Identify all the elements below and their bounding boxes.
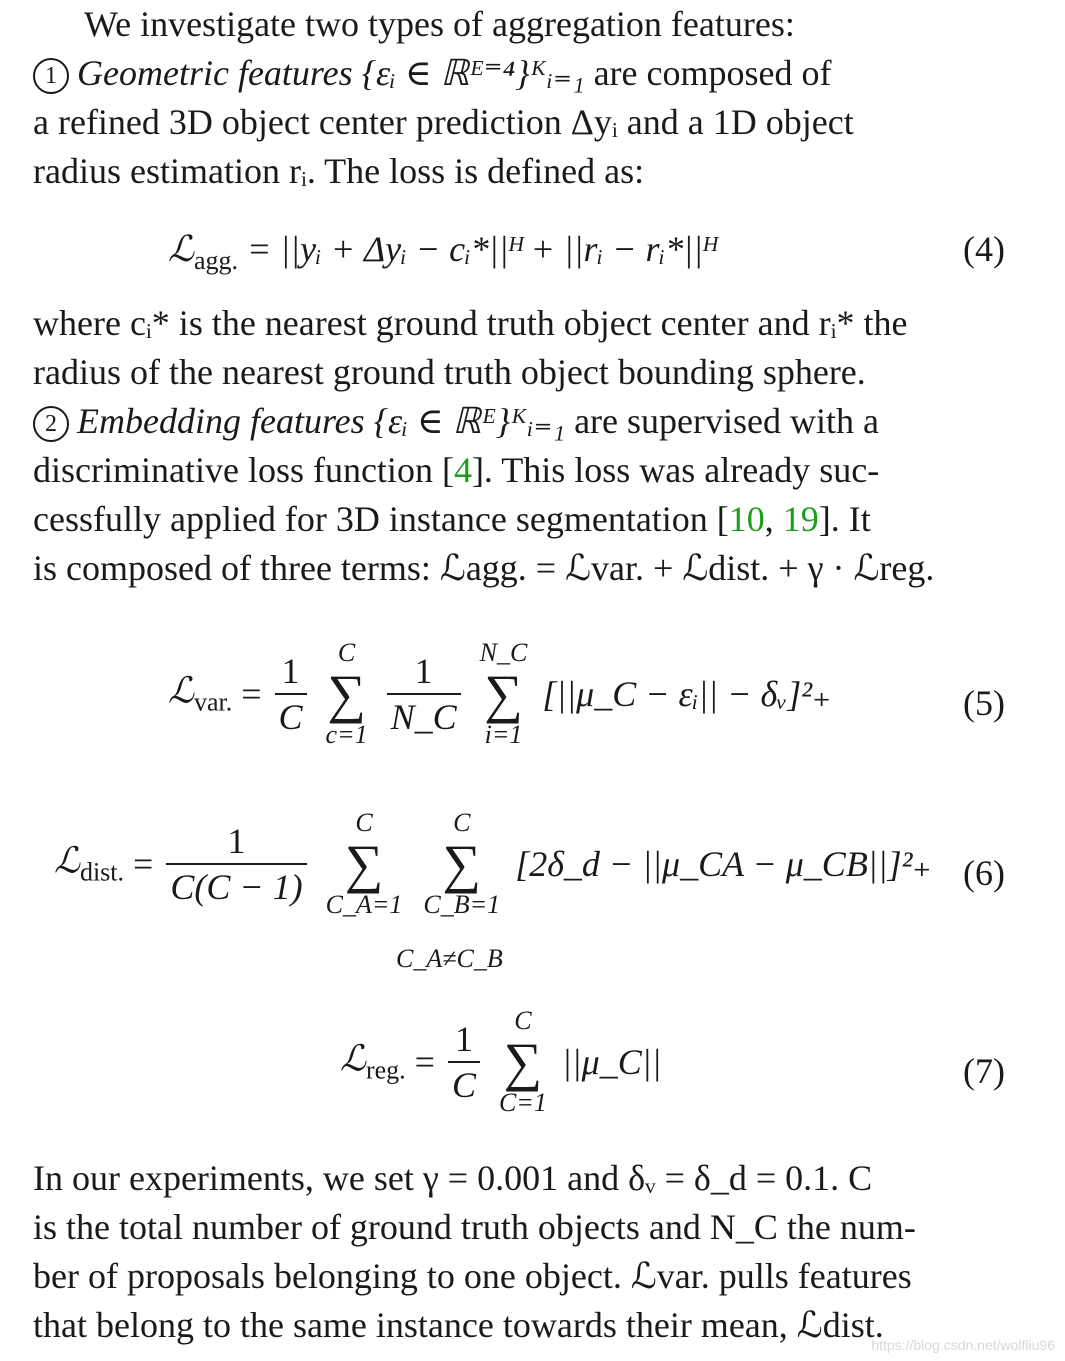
equation-6-number: (6)	[963, 853, 1005, 893]
sigma-symbol: ∑	[327, 664, 366, 724]
geometric-features-title: Geometric features	[77, 53, 353, 93]
frac-denominator: C(C − 1)	[170, 867, 303, 907]
embedding-features-title: Embedding features	[77, 401, 365, 441]
frac-denominator: C	[451, 1065, 476, 1105]
citation-separator: ,	[764, 499, 783, 539]
frac-denominator: N_C	[390, 697, 457, 737]
fraction-1-over-NC	[387, 649, 461, 739]
equation-6: ℒ$_{dist.}$ = $\frac{1}{C(C - 1)}$ C ∑ C_A=1 C ∑ C_B=1 [2δ_d − ||μ_CA − μ_CB||]²₊	[54, 808, 932, 919]
frac-numerator: 1	[448, 1017, 480, 1063]
summation-CB	[423, 810, 500, 918]
circled-number-2: 2	[33, 406, 69, 442]
loss-symbol: ℒ	[54, 840, 80, 882]
para2-line6: is composed of three terms: ℒagg. = ℒvar. + ℒdist. + γ · ℒreg.	[33, 548, 935, 588]
summation-c	[326, 640, 368, 748]
geometric-features-set: {εᵢ ∈ ℝᴱ⁼⁴}ᴷᵢ₌₁	[361, 53, 585, 93]
sum-top: C	[355, 808, 373, 837]
equation-5: ℒ$_{var.}$ = $\frac{1}{C}$ C ∑ c=1 $\frac{1}{N\_C}$ N_C ∑ i=1 [||μ_C − εᵢ|| − δᵥ]²₊	[168, 638, 832, 749]
para1-line4: radius estimation rᵢ. The loss is defined as:	[33, 151, 645, 191]
sigma-symbol: ∑	[503, 1032, 543, 1092]
loss-symbol: ℒ	[168, 670, 194, 712]
loss-dist-subscript: dist.	[79, 857, 125, 887]
para1-line2	[33, 53, 831, 94]
para2-line4-b: ]. This loss was already suc-	[471, 450, 880, 490]
para3-line4: that belong to the same instance towards their mean, ℒdist.	[33, 1305, 884, 1345]
equation-6-body: [2δ_d − ||μ_CA − μ_CB||]²₊	[515, 844, 932, 884]
loss-symbol: ℒ	[340, 1038, 366, 1080]
para2-line5-a: cessfully applied for 3D instance segmentation [	[33, 499, 729, 539]
para2-line5-b: ]. It	[818, 499, 871, 539]
para3-line3: ber of proposals belonging to one object. ℒvar. pulls features	[33, 1256, 912, 1296]
para2-line1: where cᵢ* is the nearest ground truth object center and rᵢ* the	[33, 303, 908, 343]
para2-line3	[33, 401, 879, 442]
fraction-1-over-C-C-1	[166, 819, 306, 909]
loss-symbol: ℒ	[168, 229, 194, 270]
sigma-symbol: ∑	[484, 664, 523, 724]
sigma-symbol: ∑	[442, 834, 482, 894]
sum-top: C	[514, 1006, 532, 1035]
sum-bottom: C=1	[498, 1088, 547, 1117]
para2-line5	[33, 499, 871, 539]
fraction-1-over-C	[448, 1017, 480, 1107]
loss-var-subscript: var.	[193, 687, 233, 717]
sum-bottom: c=1	[325, 720, 368, 749]
summation-i	[480, 640, 528, 748]
loss-reg-subscript: reg.	[365, 1055, 406, 1085]
sum-top: C	[337, 638, 356, 667]
frac-numerator: 1	[275, 649, 307, 695]
summation-C	[499, 1008, 547, 1116]
para1-line2-tail: are composed of	[593, 53, 832, 93]
watermark: https://blog.csdn.net/wolfliu96	[871, 1337, 1055, 1353]
equation-4	[168, 228, 716, 275]
citation-10[interactable]: 10	[728, 499, 765, 539]
sum-bottom: C_A=1	[325, 890, 403, 919]
summation-CA	[326, 810, 403, 918]
equation-7-body: ||μ_C||	[561, 1042, 662, 1082]
equation-4-number: (4)	[963, 229, 1005, 269]
frac-numerator: 1	[387, 649, 461, 695]
para2-line2: radius of the nearest ground truth object bounding sphere.	[33, 352, 866, 392]
equation-5-number: (5)	[963, 683, 1005, 723]
para1-line3: a refined 3D object center prediction Δyᵢ and a 1D object	[33, 102, 854, 142]
sum-top: N_C	[479, 638, 528, 667]
citation-19[interactable]: 19	[782, 499, 819, 539]
sum-condition: C_A≠C_B	[396, 944, 503, 973]
equation-5-body: [||μ_C − εᵢ|| − δᵥ]²₊	[542, 674, 832, 714]
circled-number-1: 1	[33, 58, 69, 94]
citation-4[interactable]: 4	[453, 450, 472, 490]
para2-line4-a: discriminative loss function [	[33, 450, 454, 490]
para1-line1: We investigate two types of aggregation features:	[84, 4, 795, 44]
sigma-symbol: ∑	[344, 834, 384, 894]
para2-line3-tail: are supervised with a	[574, 401, 879, 441]
sum-bottom: i=1	[484, 720, 523, 749]
sum-bottom: C_B=1	[423, 890, 501, 919]
para3-line1: In our experiments, we set γ = 0.001 and δᵥ = δ_d = 0.1. C	[33, 1158, 873, 1198]
embedding-features-set: {εᵢ ∈ ℝᴱ}ᴷᵢ₌₁	[373, 401, 566, 441]
equation-7-number: (7)	[963, 1051, 1005, 1091]
sum-top: C	[453, 808, 471, 837]
loss-subscript: agg.	[193, 246, 238, 275]
equation-4-rhs: = ||yᵢ + Δyᵢ − cᵢ*||ᴴ + ||rᵢ − rᵢ*||ᴴ	[246, 229, 716, 269]
para2-line4	[33, 450, 879, 490]
para3-line2: is the total number of ground truth objects and N_C the num-	[33, 1207, 916, 1247]
frac-numerator: 1	[166, 819, 306, 865]
frac-denominator: C	[278, 697, 303, 737]
equation-7: ℒ$_{reg.}$ = $\frac{1}{C}$ C ∑ C=1 ||μ_C||	[340, 1006, 662, 1117]
fraction-1-over-C	[275, 649, 307, 739]
